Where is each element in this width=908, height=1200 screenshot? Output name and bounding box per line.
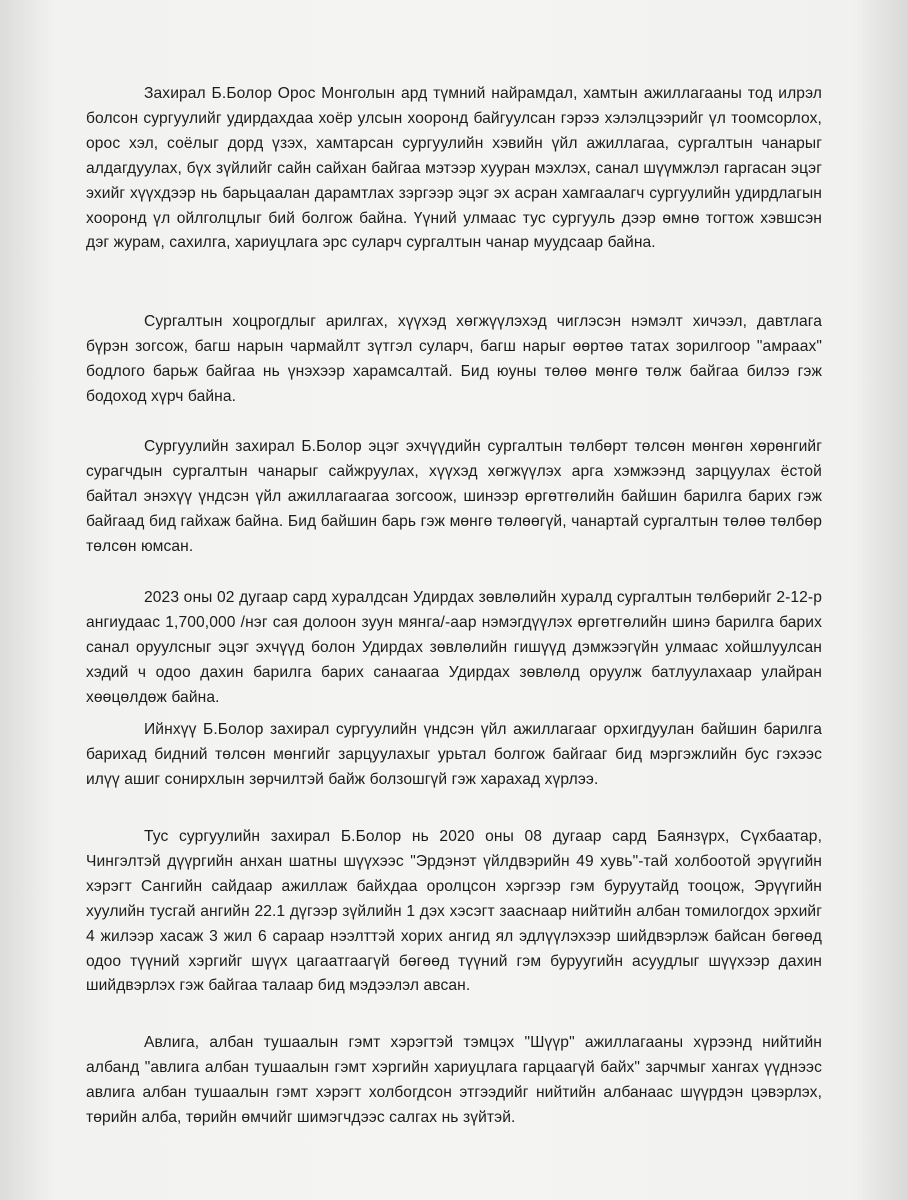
paragraph-5: Ийнхүү Б.Болор захирал сургуулийн үндсэн үйл ажиллагааг орхигдуулан байшин барилга барихад бидний төлсөн мөнгийг зарцуулахыг урьтал болгож байгааг бид мэргэжлийн бус гэхээс илүү ашиг сонирхлын зөрчилтэй байж болзошгүй гэж харахад хүрлээ. <box>86 721 822 788</box>
paragraph-4: 2023 оны 02 дугаар сард хуралдсан Удирдах зөвлөлийн хуралд сургалтын төлбөрийг 2-12-р ангиудаас 1,700,000 /нэг сая долоон зуун мянга/-аар нэмэгдүүлэх өргөтгөлийн шинэ барилга барих санал оруулсныг эцэг эхчүүд болон Удирдах зөвлөлийн гишүүд дэмжээгүйн улмаас хойшлуулсан хэдий ч одоо дахин барилга барих санаагаа Удирдах зөвлөлд оруулж батлуулахаар улайран хөөцөлдөж байна. <box>86 589 822 706</box>
paragraph-2: Сургалтын хоцрогдлыг арилгах, хүүхэд хөгжүүлэхэд чиглэсэн нэмэлт хичээл, давтлага бүрэн зогсож, багш нарын чармайлт зүтгэл суларч, багш нарыг өөртөө татах зорилгоор "амраах" бодлого барьж байгаа нь үнэхээр харамсалтай. Бид юуны төлөө мөнгө төлж байгаа билээ гэж бодоход хүрч байна. <box>86 313 822 405</box>
paragraph-1: Захирал Б.Болор Орос Монголын ард түмний найрамдал, хамтын ажиллагааны тод илрэл болсон сургуулийг удирдахдаа хоёр улсын хооронд байгуулсан гэрээ хэлэлцээрийг үл тоомсорлох, орос хэл, соёлыг дорд үзэх, хамтарсан сургуулийн хэвийн үйл ажиллагаа, сургалтын чанарыг алдагдуулах, бүх зүйлийг сайн сайхан байгаа мэтээр хууран мэхлэх, санал шүүмжлэл гаргасан эцэг эхийг хүүхдээр нь барьцаалан дарамтлах зэргээр эцэг эх асран хамгаалагч сургуулийн удирдлагын хооронд үл ойлголцлыг бий болгож байна. Үүний улмаас тус сургууль дээр өмнө тогтож хэвшсэн дэг журам, сахилга, хариуцлага эрс суларч сургалтын чанар муудсаар байна. <box>86 85 822 252</box>
paragraph-7: Авлига, албан тушаалын гэмт хэрэгтэй тэмцэх "Шүүр" ажиллагааны хүрээнд нийтийн албанд "авлига албан тушаалын гэмт хэргийн хариуцлага гарцаагүй байх" зарчмыг хангах үүднээс авлига албан тушаалын гэмт хэрэгт холбогдсон этгээдийг нийтийн албанаас шүүрдэн цэвэрлэх, төрийн алба, төрийн өмчийг шимэгчдээс салгах нь зүйтэй. <box>86 1034 822 1126</box>
paragraph-6: Тус сургуулийн захирал Б.Болор нь 2020 оны 08 дугаар сард Баянзүрх, Сүхбаатар, Чингэлтэй дүүргийн анхан шатны шүүхээс "Эрдэнэт үйлдвэрийн 49 хувь"-тай холбоотой эрүүгийн хэрэгт Сангийн сайдаар ажиллаж байхдаа оролцсон хэргээр гэм буруутайд тооцож, Эрүүгийн хуулийн тусгай ангийн 22.1 дүгээр зүйлийн 1 дэх хэсэгт зааснаар нийтийн албан томилогдох эрхийг 4 жилээр хасаж 3 жил 6 сараар нээлттэй хорих ангид ял эдлүүлэхээр шийдвэрлэж байсан бөгөөд одоо түүний хэргийг шүүх цагаатгаагүй бөгөөд түүний гэм буруугийн асуудлыг шүүхээр дахин шийдвэрлэх гэж байгаа талаар бид мэдээлэл авсан. <box>86 828 822 995</box>
paragraph-3: Сургуулийн захирал Б.Болор эцэг эхчүүдийн сургалтын төлбөрт төлсөн мөнгөн хөрөнгийг сурагчдын сургалтын чанарыг сайжруулах, хүүхэд хөгжүүлэх арга хэмжээнд зарцуулах ёстой байтал энэхүү үндсэн үйл ажиллагаагаа зогсоож, шинээр өргөтгөлийн байшин барилга барих гэж байгаад бид гайхаж байна. Бид байшин барь гэж мөнгө төлөөгүй, чанартай сургалтын төлөө төлбөр төлсөн юмсан. <box>86 438 822 555</box>
